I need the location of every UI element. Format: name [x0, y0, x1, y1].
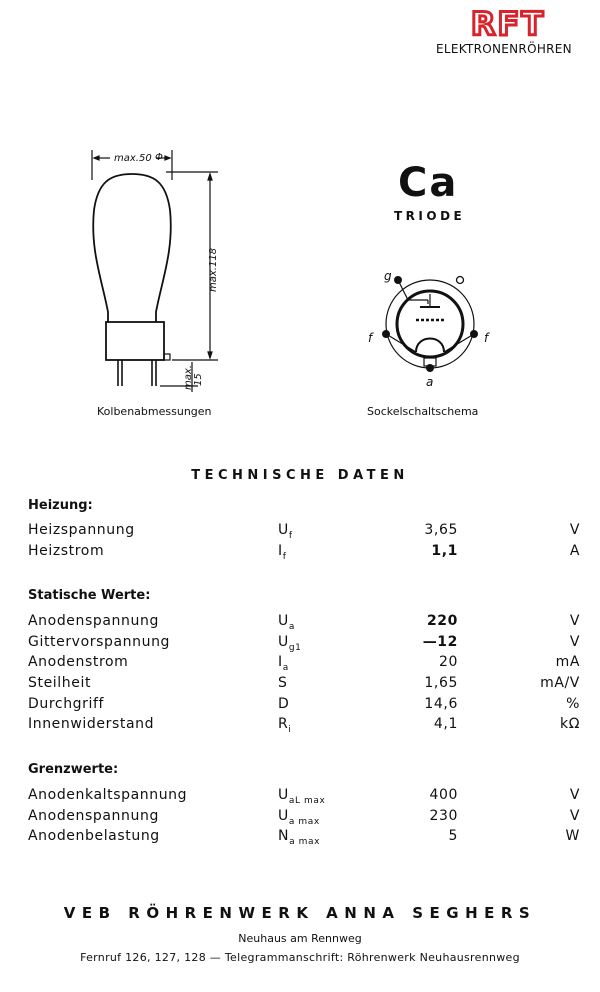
- row-value: 5: [448, 828, 458, 844]
- diameter-symbol: Φ: [155, 152, 163, 163]
- tube-name: Ca: [398, 160, 459, 206]
- row-unit: V: [569, 634, 580, 650]
- row-value: 14,6: [424, 696, 458, 712]
- row-name: Anodenspannung: [28, 808, 159, 824]
- row-unit: %: [566, 696, 580, 712]
- row-unit: V: [569, 613, 580, 629]
- row-value: 3,65: [424, 522, 458, 538]
- row-symbol: $N_{a max}$: [278, 828, 321, 847]
- data-row: [28, 716, 580, 736]
- data-row: [28, 634, 580, 654]
- row-value: 400: [429, 787, 458, 803]
- brand-subtitle: ELEKTRONENRÖHREN: [436, 42, 572, 56]
- row-name: Gittervorspannung: [28, 634, 171, 650]
- row-value: 220: [426, 613, 458, 629]
- row-symbol: $U_{g1}$: [278, 634, 302, 653]
- pin-length-label-bottom: 15: [193, 373, 204, 386]
- row-name: Anodenspannung: [28, 613, 159, 629]
- pin-label-g: g: [384, 269, 392, 283]
- row-symbol: $R_i$: [278, 716, 292, 735]
- row-value: 20: [438, 654, 458, 670]
- footer-contact: Fernruf 126, 127, 128 — Telegrammanschrift: Röhrenwerk Neuhausrennweg: [80, 951, 520, 964]
- row-unit: mA: [555, 654, 580, 670]
- footer-address: Neuhaus am Rennweg: [238, 932, 362, 945]
- row-symbol: $U_a$: [278, 613, 295, 632]
- row-name: Steilheit: [28, 675, 92, 691]
- row-symbol: $U_{aL max}$: [278, 787, 326, 806]
- data-row: [28, 675, 580, 695]
- row-symbol: D: [278, 696, 290, 712]
- bulb-caption: Kolbenabmessungen: [97, 405, 212, 418]
- pin-label-a: a: [426, 375, 434, 389]
- data-row: [28, 787, 580, 807]
- rft-logo: [458, 6, 558, 40]
- diameter-label: max.50: [114, 153, 152, 164]
- row-unit: V: [569, 808, 580, 824]
- data-row: [28, 808, 580, 828]
- row-value: 4,1: [433, 716, 458, 732]
- row-unit: W: [565, 828, 580, 844]
- data-row: [28, 696, 580, 716]
- height-label: max.118: [208, 247, 219, 292]
- group-title-heizung: Heizung:: [28, 498, 93, 513]
- row-unit: V: [569, 787, 580, 803]
- group-title-statische-werte: Statische Werte:: [28, 588, 151, 603]
- data-row: [28, 613, 580, 633]
- row-symbol: $I_a$: [278, 654, 289, 673]
- tube-type: TRIODE: [394, 209, 466, 223]
- data-row: [28, 828, 580, 848]
- row-name: Innenwiderstand: [28, 716, 155, 732]
- row-symbol: S: [278, 675, 288, 691]
- bulb-dimension-drawing: [80, 140, 240, 400]
- row-value: 1,1: [431, 543, 458, 559]
- row-name: Anodenbelastung: [28, 828, 160, 844]
- pin-label-f-right: f: [484, 331, 489, 345]
- section-title: TECHNISCHE DATEN: [191, 468, 409, 483]
- row-name: Heizstrom: [28, 543, 105, 559]
- row-value: —12: [422, 634, 458, 650]
- socket-schematic: [360, 262, 500, 392]
- row-unit: kΩ: [559, 716, 580, 732]
- data-row: [28, 522, 580, 542]
- logo-text: RFT: [470, 6, 546, 40]
- pin-unused: [457, 277, 464, 284]
- pin-length-label-top: max.: [183, 365, 194, 390]
- row-unit: A: [569, 543, 580, 559]
- row-value: 1,65: [424, 675, 458, 691]
- row-name: Heizspannung: [28, 522, 135, 538]
- row-unit: V: [569, 522, 580, 538]
- group-title-grenzwerte: Grenzwerte:: [28, 762, 119, 777]
- pin-label-f-left: f: [368, 331, 373, 345]
- socket-caption: Sockelschaltschema: [367, 405, 479, 418]
- footer-company: VEB RÖHRENWERK ANNA SEGHERS: [63, 904, 537, 922]
- row-symbol: $U_f$: [278, 522, 293, 541]
- row-symbol: $I_f$: [278, 543, 287, 562]
- row-name: Durchgriff: [28, 696, 105, 712]
- row-unit: mA/V: [540, 675, 580, 691]
- row-name: Anodenkaltspannung: [28, 787, 188, 803]
- data-row: [28, 654, 580, 674]
- row-name: Anodenstrom: [28, 654, 129, 670]
- data-row: [28, 543, 580, 563]
- row-symbol: $U_{a max}$: [278, 808, 320, 827]
- row-value: 230: [429, 808, 458, 824]
